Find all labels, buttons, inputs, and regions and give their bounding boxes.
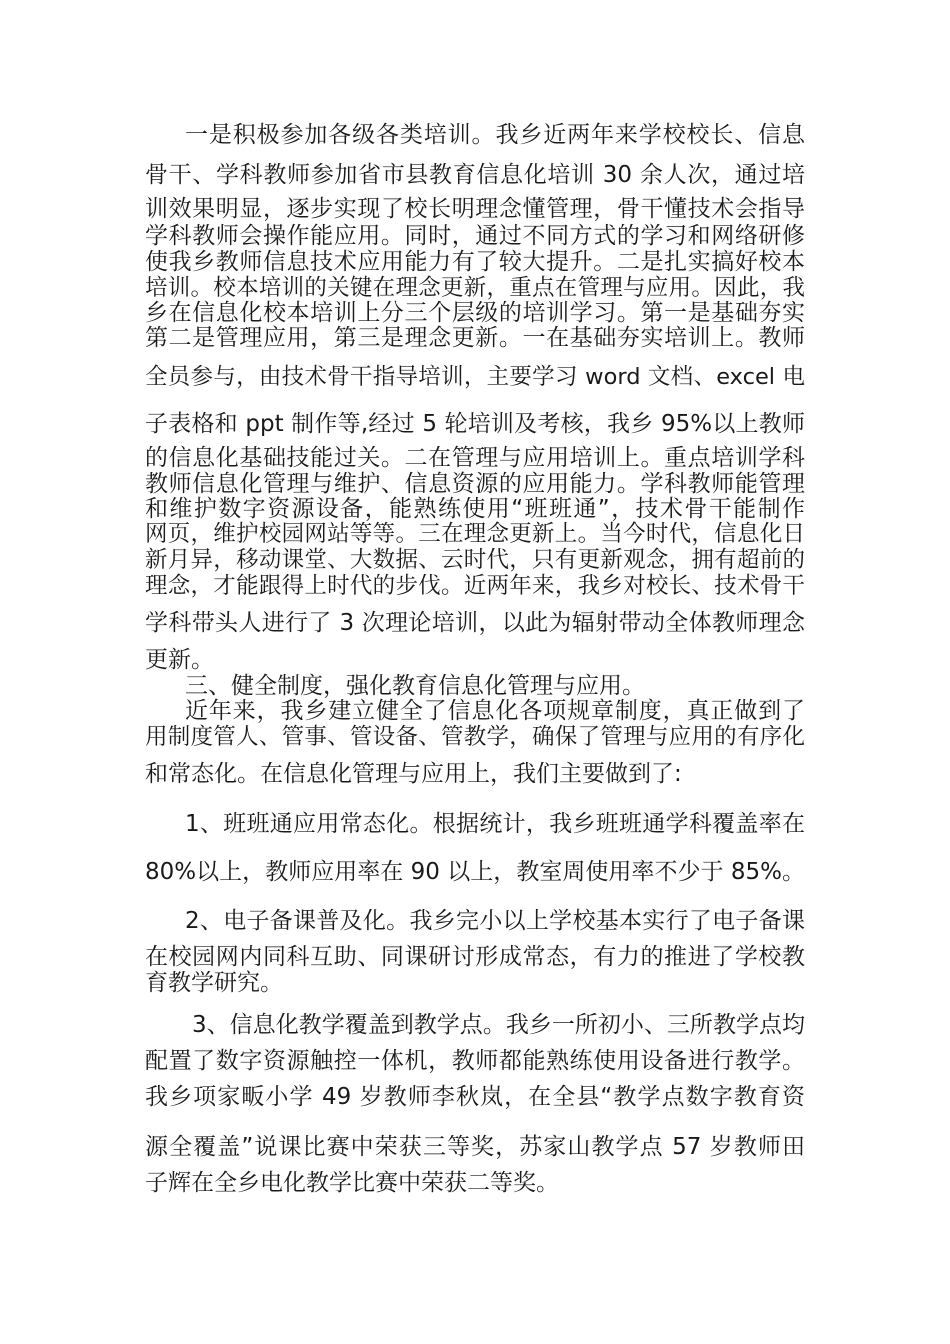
text-line: 使我乡教师信息技术应用能力有了较大提升。二是扎实搞好校本 (145, 249, 805, 275)
text-line: 网页，维护校园网站等等。三在理念更新上。当今时代，信息化日 (145, 521, 805, 547)
text-line: 第二是管理应用，第三是理念更新。一在基础夯实培训上。教师 (145, 325, 805, 351)
text-line: 育教学研究。 (145, 970, 283, 996)
text-line: 3、信息化教学覆盖到教学点。我乡一所初小、三所教学点均 (192, 1012, 805, 1038)
text-line: 源全覆盖”说课比赛中荣获三等奖，苏家山教学点 57 岁教师田 (145, 1134, 805, 1160)
text-line: 我乡项家畈小学 49 岁教师李秋岚，在全县“教学点数字教育资 (145, 1084, 805, 1110)
text-line: 全员参与，由技术骨干指导培训，主要学习 word 文档、excel 电 (145, 364, 805, 390)
text-line: 配置了数字资源触控一体机，教师都能熟练使用设备进行教学。 (145, 1048, 805, 1074)
text-line: 2、电子备课普及化。我乡完小以上学校基本实行了电子备课 (185, 908, 805, 934)
section-heading: 三、健全制度，强化教育信息化管理与应用。 (185, 673, 645, 699)
text-line: 的信息化基础技能过关。二在管理与应用培训上。重点培训学科 (145, 445, 805, 471)
text-line: 和常态化。在信息化管理与应用上，我们主要做到了: (145, 761, 682, 787)
text-line: 训效果明显，逐步实现了校长明理念懂管理，骨干懂技术会指导 (145, 196, 805, 222)
text-line: 新月异，移动课堂、大数据、云时代，只有更新观念，拥有超前的 (145, 547, 805, 573)
text-line: 近年来，我乡建立健全了信息化各项规章制度，真正做到了 (185, 698, 805, 724)
text-line: 1、班班通应用常态化。根据统计，我乡班班通学科覆盖率在 (185, 811, 805, 837)
text-line: 更新。 (145, 647, 214, 673)
text-line: 理念，才能跟得上时代的步伐。近两年来，我乡对校长、技术骨干 (145, 573, 805, 599)
text-line: 乡在信息化校本培训上分三个层级的培训学习。第一是基础夯实 (145, 300, 805, 326)
text-line: 和维护数字资源设备，能熟练使用“班班通”，技术骨干能制作 (145, 496, 805, 522)
text-line: 骨干、学科教师参加省市县教育信息化培训 30 余人次，通过培 (145, 162, 805, 188)
text-line: 在校园网内同科互助、同课研讨形成常态，有力的推进了学校教 (145, 944, 805, 970)
text-line: 80%以上，教师应用率在 90 以上，教室周使用率不少于 85%。 (145, 859, 805, 885)
text-line: 子辉在全乡电化教学比赛中荣获二等奖。 (145, 1170, 559, 1196)
text-line: 子表格和 ppt 制作等,经过 5 轮培训及考核，我乡 95%以上教师 (145, 411, 805, 437)
text-line: 学科带头人进行了 3 次理论培训，以此为辐射带动全体教师理念 (145, 610, 805, 636)
text-line: 学科教师会操作能应用。同时，通过不同方式的学习和网络研修 (145, 223, 805, 249)
text-line: 培训。校本培训的关键在理念更新，重点在管理与应用。因此，我 (145, 275, 805, 301)
text-line: 教师信息化管理与维护、信息资源的应用能力。学科教师能管理 (145, 471, 805, 497)
text-line: 用制度管人、管事、管设备、管教学，确保了管理与应用的有序化 (145, 724, 805, 750)
text-line: 一是积极参加各级各类培训。我乡近两年来学校校长、信息 (185, 122, 805, 148)
